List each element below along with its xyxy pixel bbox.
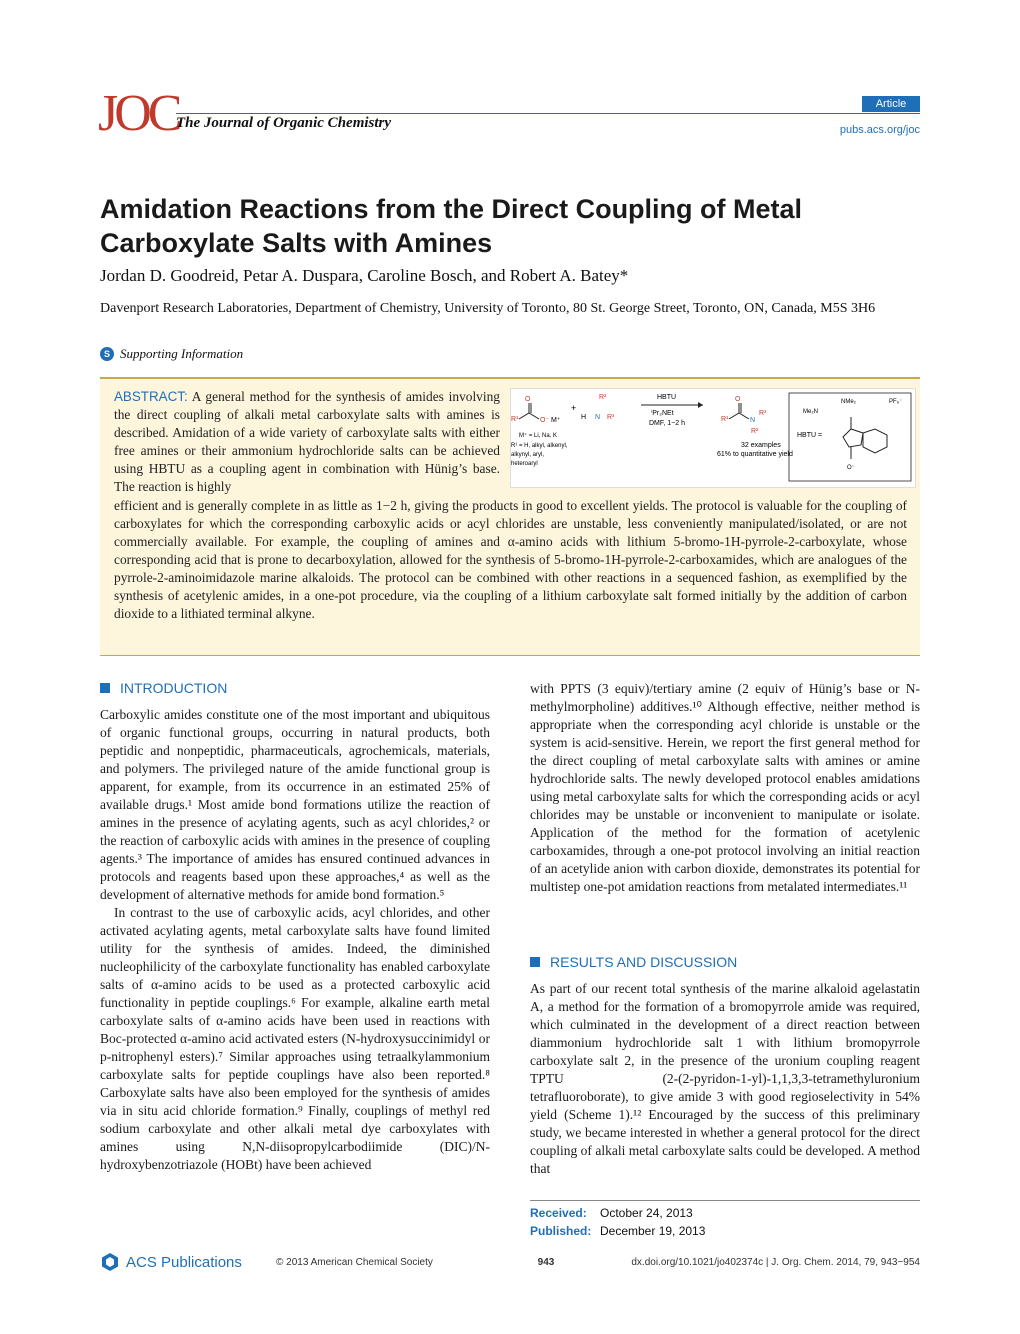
- copyright: © 2013 American Chemical Society: [276, 1256, 433, 1268]
- svg-text:R²: R²: [751, 428, 759, 435]
- svg-text:NMe₂: NMe₂: [841, 399, 856, 405]
- svg-text:R¹: R¹: [721, 416, 729, 423]
- introduction-heading: INTRODUCTION: [100, 680, 227, 696]
- r1-definition: R¹ = H, alkyl, alkenyl,: [511, 443, 568, 449]
- abstract-lead: ABSTRACT: A general method for the synthesis of amides involving the direct coupling of alkali metal carboxylate salts with amines is described. Amidation of a wide variety of carboxylate salts with either free amines or their ammonium hydrochloride salts can be achieved using HBTU as a coupling agent in combination with Hünig’s base. The reaction is highly: [114, 389, 500, 494]
- metals-label: M⁺ = Li, Na, K: [519, 433, 558, 439]
- journal-logo: JOC: [98, 85, 179, 142]
- results-column: [530, 980, 920, 1178]
- reaction-scheme: [511, 389, 915, 487]
- svg-text:N: N: [595, 414, 601, 421]
- svg-text:O: O: [525, 396, 531, 403]
- r1-definition-3: heteroaryl: [511, 461, 538, 467]
- intro-paragraph-3: with PPTS (3 equiv)/tertiary amine (2 equiv of Hünig’s base or N-methylmorpholine) additives.¹⁰ Although effective, neither method is appropriate when the corresponding acyl chloride is unstable or the system is acid-sensitive. Herein, we report the first general method for the direct coupling of metal carboxylate salts with amines or amine hydrochloride salts. The newly developed protocol enables amidations using metal carboxylate salts for which the corresponding acids or acyl chlorides may be unstable or inconvenient to manipulate or isolate. Application of the method for the formation of acetylenic carboxamides, through a one-pot protocol involving an initial reaction of an acetylide anion with carbon dioxide, demonstrates its potential for multistep one-pot amidation reactions from metalated intermediates.¹¹: [530, 681, 920, 894]
- received-date-row: Received: October 24, 2013: [530, 1206, 693, 1220]
- svg-text:H: H: [581, 414, 587, 421]
- svg-text:R³: R³: [759, 410, 767, 417]
- cation-label: M⁺: [551, 417, 561, 424]
- results-heading: RESULTS AND DISCUSSION: [530, 954, 737, 970]
- svg-text:O: O: [735, 396, 741, 403]
- intro-paragraph-1: Carboxylic amides constitute one of the most important and ubiquitous of organic functional groups, occurring in natural products, both peptidic and nonpeptidic, pharmaceuticals, agrochemicals, materials, and polymers. The privileged nature of the amide functional group is apparent, for example, from its occurrence in an estimated 25% of available drugs.¹ Most amide bond formations utilize the reaction of amines in the presence of acylating agents, such as acyl chlorides,² or the reaction of carboxylic acids with amines in the presence of coupling agents.³ The importance of amides has ensured continued advances in protocols and reagents based upon these approaches,⁴ as well as the development of alternative methods for amide bond formation.⁵: [100, 707, 490, 902]
- svg-text:N: N: [750, 417, 756, 424]
- counterion-label: PF₆⁻: [889, 399, 903, 405]
- yield-range: 61% to quantitative yield: [717, 451, 793, 458]
- page-number: 943: [537, 1256, 555, 1268]
- abstract-label: ABSTRACT:: [114, 389, 188, 404]
- author-list: Jordan D. Goodreid, Petar A. Duspara, Caroline Bosch, and Robert A. Batey*: [100, 266, 629, 285]
- supporting-info-icon: S: [100, 347, 114, 361]
- intro-right-column: [530, 680, 920, 896]
- doi-citation[interactable]: dx.doi.org/10.1021/jo402374c | J. Org. Chem. 2014, 79, 943−954: [631, 1256, 920, 1268]
- section-square-icon: [530, 957, 540, 967]
- supporting-info-label: Supporting Information: [120, 346, 244, 361]
- intro-paragraph-2: In contrast to the use of carboxylic acids, acyl chlorides, and other activated acylating agents, metal carboxylate salts have found limited utility for the synthesis of amides. Indeed, the diminished nucleophilicity of the carboxylate functionality has enabled carboxylate salts of α-amino acids to be used as a protected carboxylic acid functionality in peptide couplings.⁶ For example, alkaline earth metal carboxylate salts of α-amino acids have been used in reactions with Boc-protected α-amino acid activated esters (N-hydroxysuccinimidyl or p-nitrophenyl esters).⁷ Similar approaches using tetraalkylammonium carboxylate salts for peptide couplings have also been reported.⁸ Carboxylate salts have also been employed for the synthesis of amides via in situ acid chloride formation.⁹ Finally, couplings of methyl red sodium carboxylate and other alkali metal dye carboxylates with amines using N,N-diisopropylcarbodiimide (DIC)/N-hydroxybenzotriazole (HOBt) have been achieved: [100, 905, 490, 1172]
- svg-text:R²: R²: [599, 394, 607, 401]
- abstract-body: efficient and is generally complete in as little as 1−2 h, giving the products in good to excellent yields. The protocol is valuable for the coupling of carboxylates for which the corresponding carboxylic acids or acyl chlorides are unstable, less conveniently manipulated/isolated, or are not commercially available. For example, the coupling of amines and α-amino acids with lithium 5-bromo-1H-pyrrole-2-carboxylate, whose corresponding acid that is prone to decarboxylation, allowed for the synthesis of 5-bromo-1H-pyrrole-2-carboxamides, which are analogues of the pyrrole-2-aminoimidazole marine alkaloids. The protocol can be combined with other reactions in a sequenced fashion, as exemplified by the synthesis of acetylenic amides, in a one-pot procedure, via the coupling of a lithium carboxylate salt formed initially by the addition of carbon dioxide to a lithiated terminal alkyne.: [114, 498, 907, 621]
- header-rule: [176, 113, 920, 114]
- svg-text:R³: R³: [607, 414, 615, 421]
- reaction-conditions: DMF, 1−2 h: [649, 420, 685, 427]
- toc-graphic: [510, 388, 916, 488]
- svg-text:Me₂N: Me₂N: [803, 409, 818, 415]
- publication-dates: [530, 1200, 920, 1240]
- paper-title: Amidation Reactions from the Direct Coupling of Metal Carboxylate Salts with Amines: [100, 194, 803, 258]
- examples-count: 32 examples: [741, 442, 781, 449]
- intro-left-column: [100, 706, 490, 1174]
- svg-text:R¹: R¹: [511, 416, 519, 423]
- acs-hexagon-icon: [100, 1252, 120, 1272]
- journal-name: The Journal of Organic Chemistry: [176, 115, 392, 131]
- results-paragraph-1: As part of our recent total synthesis of the marine alkaloid agelastatin A, a method for the formation of a bromopyrrole amide was required, which culminated in the development of a direct reaction between diammonium hydrochloride salt 1 with lithium bromopyrrole carboxylate salt 2, in the presence of the uronium coupling reagent TPTU (2-(2-pyridon-1-yl)-1,1,3,3-tetramethyluronium tetrafluoroborate), to give amide 3 with good regioselectivity in 54% yield (Scheme 1).¹² Encouraged by the success of this preliminary study, we became interested in whether a general protocol for the direct coupling of alkali metal carboxylate salts could be developed. A method that: [530, 981, 920, 1176]
- acs-publications-logo[interactable]: ACS Publications: [100, 1252, 270, 1272]
- r1-definition-2: alkynyl, aryl,: [511, 452, 545, 458]
- article-type-badge: Article: [862, 96, 920, 112]
- affiliation: Davenport Research Laboratories, Department of Chemistry, University of Toronto, 80 St. George Street, Toronto, ON, Canada, M5S 3H6: [100, 301, 876, 316]
- reagent-hbtu: HBTU: [657, 394, 677, 401]
- published-date-row: Published: December 19, 2013: [530, 1224, 706, 1238]
- page-footer: [100, 1250, 920, 1274]
- supporting-info-link[interactable]: [100, 346, 243, 362]
- journal-url-link[interactable]: pubs.acs.org/joc: [839, 124, 920, 136]
- svg-text:O⁻: O⁻: [847, 465, 855, 471]
- svg-text:O⁻: O⁻: [540, 417, 550, 424]
- hbtu-label: HBTU =: [797, 432, 823, 439]
- section-square-icon: [100, 683, 110, 693]
- reagent-base: ⁱPr₂NEt: [651, 410, 674, 417]
- svg-text:+: +: [571, 403, 577, 413]
